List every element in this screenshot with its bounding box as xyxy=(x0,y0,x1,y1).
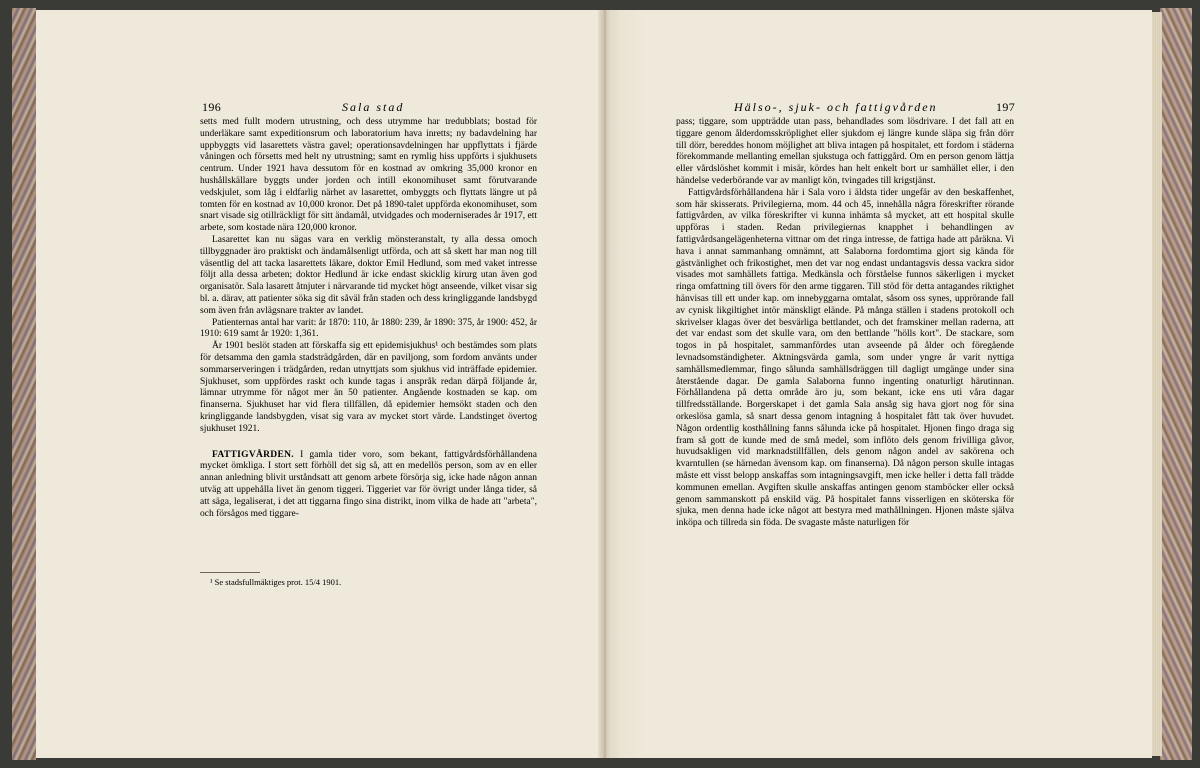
left-page-number: 196 xyxy=(202,100,222,114)
left-paragraph: setts med fullt modern utrustning, och dess utrymme har tredubblats; bostad för underläkare samt expeditionsrum och laboratorium hava inretts; ny badavdelning har uppbyggts vid lasarettets västra gavel; operationsavdelningen har uppflyttats i fjärde våningen och försetts med helt ny utrustning; samt en rymlig hiss uppförts i sjukhusets centrum. Under 1921 hava dessutom för en kostnad av omkring 35,000 kronor en hushållskällare byggts under jorden och intill ekonomihuset samt förutvarande vedskjulet, som låg i eldfarlig närhet av lasarettet, ombyggts och flyttats längre ut på tomten för en kostnad av 10,000 kronor. Det på 1890-talet uppförda ekonomihuset, som snart visade sig otillräckligt för sitt ändamål, utvidgades och moderniserades år 1917, ett arbete, som kostade nära 120,000 kronor. xyxy=(200,117,537,234)
right-page-body xyxy=(676,117,1014,530)
book-gutter xyxy=(598,10,612,758)
section-heading: FATTIGVÅRDEN. xyxy=(212,449,294,460)
section-text: I gamla tider voro, som bekant, fattigvårdsförhållandena mycket ömkliga. I stort sett förhöll det sig så, att en medellös person, som av en eller annan anledning blivit urståndsatt att genom arbete försörja sig, icke hade någon annan utväg att uppehålla livet än genom tiggeri. Tiggeriet var för övrigt under långa tider, så att säga, legaliserat, i det att tiggarna fingo sina distrikt, inom vilka de hade att "arbeta", och försågos med tiggare- xyxy=(200,449,537,519)
right-running-title: Hälso-, sjuk- och fattigvården xyxy=(734,100,938,114)
footnote-rule xyxy=(200,572,260,573)
left-running-title: Sala stad xyxy=(342,100,405,114)
left-page-body xyxy=(200,117,537,520)
right-paragraph: pass; tiggare, som uppträdde utan pass, behandlades som lösdrivare. I det fall att en tiggare genom ålderdomsskröplighet eller sjukdom ej längre kunde släpa sig från dörr till dörr, bereddes honom möjlighet att bliva intagen på hospitalet, ett fordom i städerna förekommande mellanting emellan sjukstuga och fattiggård. Om en person genom lättja eller vårdslöshet kommit i misär, kördes han helt enkelt bort ur samhället eller, i den händelse vederbörande var av manligt kön, tvingades till krigstjänst. xyxy=(676,117,1014,186)
book-edge-marbled-left xyxy=(12,8,36,760)
section-fattigvarden xyxy=(200,450,537,521)
left-paragraph: År 1901 beslöt staden att förskaffa sig ett epidemisjukhus¹ och bestämdes som plats för detsamma den gamla stadsträdgården, där en paviljong, som fordom använts under sommarserveringen i trädgården, redan utnyttjats som sjukhus vid inträffade epidemier. Sjukhuset, som uppfördes raskt och kunde tagas i anspråk redan därpå följande år, lämnar utrymme för något mer än 50 patienter. Angående kostnaden se kap. om finanserna. Sjukhuset har vid flera tillfällen, då epidemier hemsökt staden och den kringliggande landsbygden, visat sig vara av mycket stort värde. Landstinget övertog sjukhuset 1921. xyxy=(200,341,537,434)
right-page-number: 197 xyxy=(996,100,1016,114)
footnote: ¹ Se stadsfullmäktiges prot. 15/4 1901. xyxy=(210,577,342,587)
right-paragraph: Fattigvårdsförhållandena här i Sala voro i äldsta tider ungefär av den beskaffenhet, som här skisserats. Privilegierna, mom. 44 och 45, innehålla några föreskrifter rörande fattigvården, av vilka föreskrifter vi kunna inhämta så mycket, att ett hospital skulle uppföras i staden. Redan privilegiernas knapphet i behandlingen av fattigvårdsangelägenheterna vittnar om det ringa intresse, de fattiga hade att påräkna. Vi hava i annat sammanhang omnämnt, att Salaborna fordomtima gjort sig kända för gästvänlighet och frikostighet, men det var nog endast undantagsvis dessa vackra sidor visades mot samhällets fattiga. Medkänsla och förståelse funnos säkerligen i mycket ringa omfattning till övers för den arme tiggaren. Till stöd för detta antagandes riktighet hänvisas till ett under kap. om innebyggarna omtalat, såsom oss synes, upprörande fall av cynisk likgiltighet intör mänskligt elände. På många ställen i stadens protokoll och skrivelser klagas över det besvärliga bettlandet, och det framskiner mellan raderna, att det var endast som det skulle vara, om den bettlande "hölls kort". De stackare, som togos in på hospitalet, sammanfördes utan avseende på ålder och föregående levnadsomständigheter. Aktningsvärda gamla, som under yngre år varit nyttiga samhällsmedlemmar, fingo sålunda samhällsdräggen till dagligt umgänge under sina återstående dagar. De gamla Salaborna funno ingenting onaturligt härutinnan. Förhållandena på detta område äro ju, som bekant, icke ens uti våra dagar tillfredsställande. Borgerskapet i det gamla Sala ansåg sig hava gjort nog för sina orkeslösa gamla, så snart dessa genom intagning å hospitalet fått tak över huvudet. Någon ordentlig kosthållning fanns sålunda icke på hospitalet. Hjonen fingo draga sig fram så gott de kunde med de små medel, som inflöto dels genom frivilliga gåvor, huvudsakligen vid marknadstillfällen, dels genom någon andel av sakörena och kvarntullen (se härnedan ävensom kap. om finanserna). Då någon person skulle intagas måste ett visst belopp anskaffas som intagningsavgift, men icke heller i detta fall trädde kommunen emellan. Avgiften skulle anskaffas antingen genom stamböcker eller också genom sammanskott på enskild väg. På hospitalet fanns visserligen en sköterska för sjuka, men denna hade icke något att bestyra med mathållningen. Hjonen måste själva inköpa och tillreda sin föda. De svagaste måste naturligen för xyxy=(676,187,1014,529)
book-edge-marbled-right xyxy=(1160,8,1192,760)
left-paragraph: Patienternas antal har varit: år 1870: 110, år 1880: 239, år 1890: 375, år 1900: 452, år 1910: 619 samt år 1920: 1,361. xyxy=(200,317,537,340)
left-paragraph: Lasarettet kan nu sägas vara en verklig mönsteranstalt, ty alla dessa omoch tillbyggnader äro praktiskt och ändamålsenligt utförda, och att så skett har man nog till väsentlig del att tacka lasarettets läkare, doktor Emil Hedlund, som med vaket intresse följt alla dessa arbeten; doktor Hedlund är icke endast skicklig kirurg utan även god organisatör. Sala lasarett åtnjuter i närvarande tid mycket högt anseende, vilket visar sig bl. a. därav, att patienter söka sig dit såväl från staden och dess kringliggande landsbygd som även från avlägsnare trakter av landet. xyxy=(200,234,537,316)
